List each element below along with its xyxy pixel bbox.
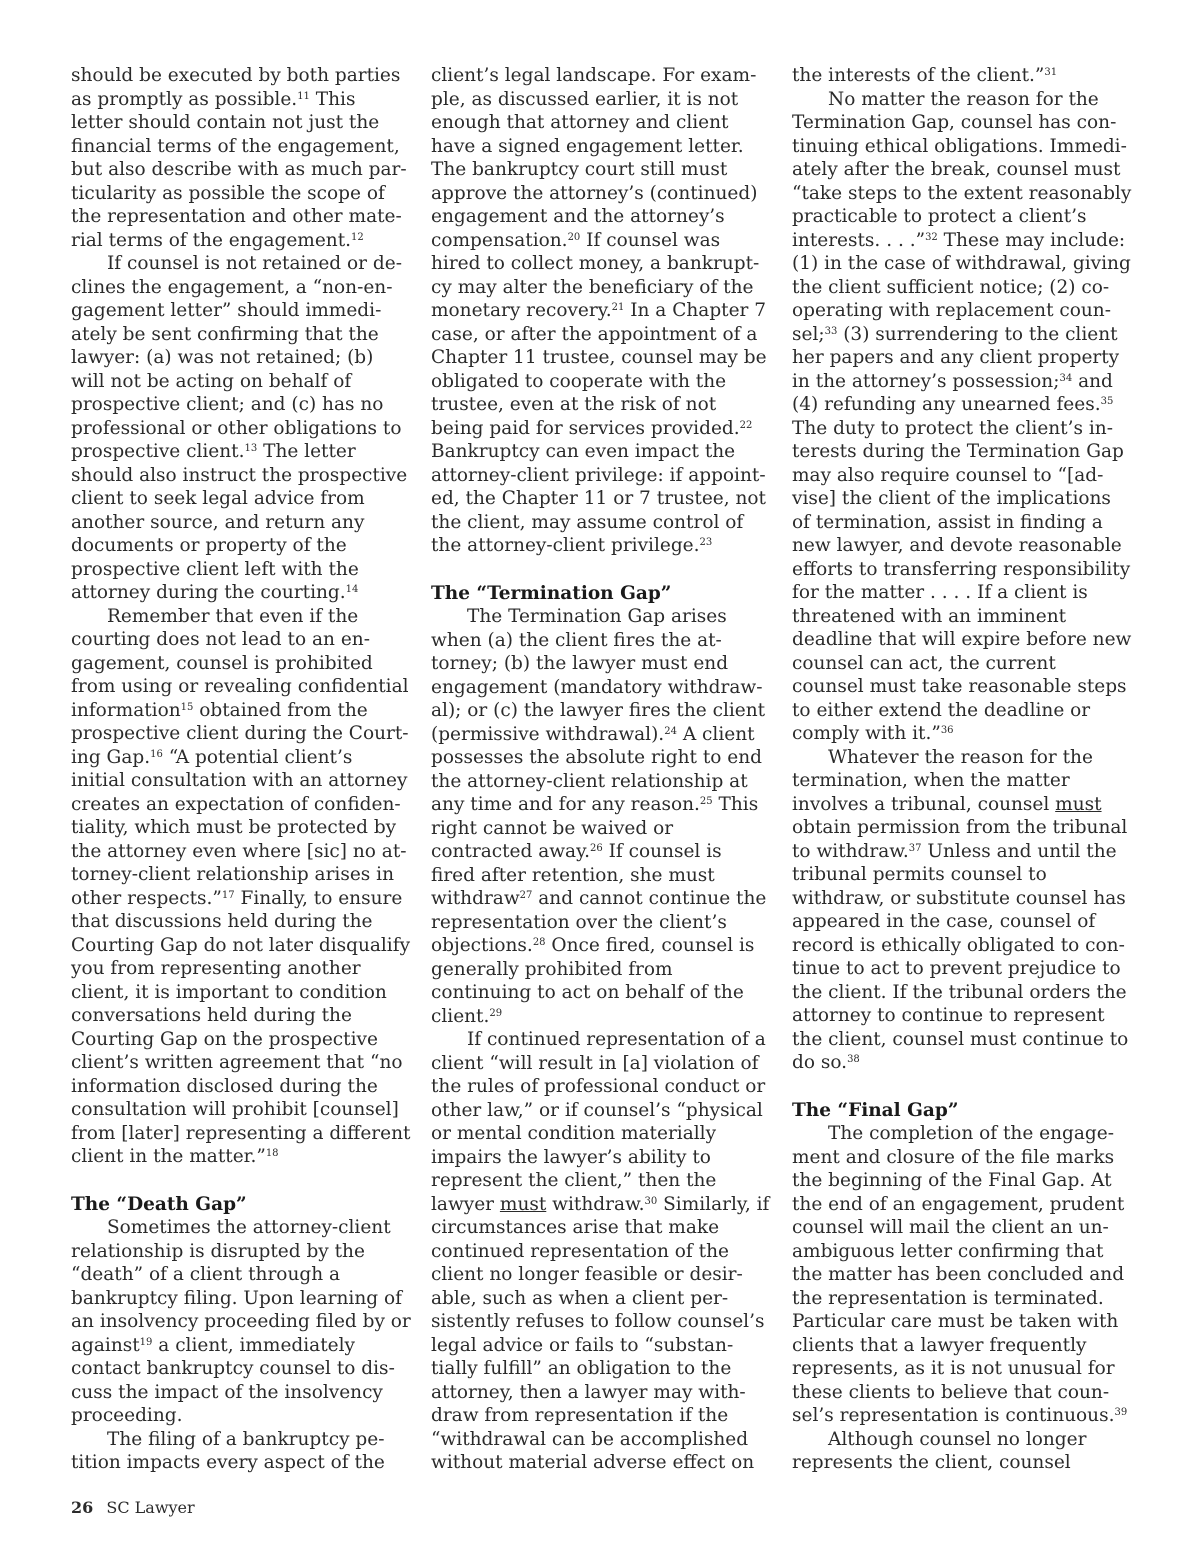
text-run: The completion of the engagement and closure of the file marks the beginning of the Final Gap. At the end of an engagement, prudent counsel will mail the client an unambiguous letter confirming that the matter has been concluded and the representation is terminated. Particular care must be taken with clients that a lawyer frequently represents, as it is not unusual for these clients to believe that counsel’s representation is continuous. xyxy=(792,1123,1125,1426)
footnote-ref: 17 xyxy=(221,889,235,901)
paragraph xyxy=(71,605,411,1169)
footnote-ref: 13 xyxy=(244,443,258,454)
text-run: Remember that even if the courting does not lead to an engagement, counsel is prohibited from using or revealing confidential information xyxy=(71,605,409,721)
section-heading: The “Death Gap” xyxy=(71,1193,247,1215)
footnote-ref: 25 xyxy=(699,796,713,807)
text-run: If counsel was hired to collect money, a bankruptcy may alter the beneficiary of the monetary recovery. xyxy=(431,229,760,321)
text-run: In a Chapter 7 case, or after the appointment of a Chapter 11 trustee, counsel may be obligated to cooperate with the trustee, even at the risk of not being paid for services provided. xyxy=(431,300,767,439)
text-run: Once fired, counsel is generally prohibited from continuing to act on behalf of the client. xyxy=(431,935,755,1027)
paragraph xyxy=(431,64,771,558)
text-run: Similarly, if circumstances arise that make continued representation of the client no longer feasible or desirable, such as when a client persistently refuses to follow counsel’s legal advice or fails to “substantially fulfill” an obligation to the attorney, then a lawyer may withdraw from representation if the “withdrawal can be accomplished without material adverse effect on xyxy=(431,1193,770,1473)
footnote-ref: 19 xyxy=(139,1336,153,1348)
text-run: These may include: (1) in the case of withdrawal, giving the client sufficient notice; (2) cooperating with replacement counsel; xyxy=(792,229,1131,345)
text-run: client’s legal landscape. For example, as discussed earlier, it is not enough that attorney and client have a signed engagement letter. The bankruptcy court still must approve the attorney’s (continued) engagement and the attorney’s compensation. xyxy=(431,65,758,251)
footnote-ref: 37 xyxy=(908,842,922,854)
footnote-ref: 28 xyxy=(532,937,546,948)
emphasized-text: must xyxy=(499,1193,547,1215)
paragraph xyxy=(71,64,411,252)
text-run: Unless and until the tribunal permits counsel to withdraw, or substitute counsel has appeared in the case, counsel of record is ethically obligated to continue to act to prevent prejudice to the client. If the tribunal orders the attorney to continue to represent the client, counsel must continue to do so. xyxy=(792,840,1129,1073)
paragraph xyxy=(792,64,1132,88)
paragraph xyxy=(71,252,411,605)
text-run: obtained from the prospective client during the Courting Gap. xyxy=(71,699,409,768)
footnote-ref: 38 xyxy=(847,1054,860,1065)
footnote-ref: 16 xyxy=(150,748,163,760)
footnote-ref: 36 xyxy=(940,725,954,736)
footnote-ref: 39 xyxy=(1114,1407,1128,1418)
section-heading: The “Termination Gap” xyxy=(431,582,672,604)
text-run: If counsel is not retained or declines the engagement, a “non-engagement letter” should immediately be sent confirming that the lawyer: (a) was not retained; (b) will not be acting on behalf of prospective client; and (c) has no professional or other obligations to prospective client. xyxy=(71,253,402,462)
emphasized-text: must xyxy=(1055,793,1102,815)
footnote-ref: 14 xyxy=(345,584,359,595)
footnote-ref: 33 xyxy=(824,325,838,337)
text-run: “A potential client’s initial consultation with an attorney creates an expectation of confidentiality, which must be protected by the attorney even where [sic] no attorney-client relationship arises in other respects.” xyxy=(71,746,408,909)
footnote-ref: 26 xyxy=(589,843,603,854)
text-run: The Termination Gap arises when (a) the client fires the attorney; (b) the lawyer must end engagement (mandatory withdrawal); or (c) the lawyer fires the client (permissive withdrawal). xyxy=(431,606,766,745)
page-footer xyxy=(71,1498,195,1517)
paragraph xyxy=(792,746,1132,1075)
text-run: A client possesses the absolute right to end the attorney-client relationship at any time and for any reason. xyxy=(431,723,762,815)
text-run: and cannot continue the representation over the client’s objections. xyxy=(431,888,767,956)
footnote-ref: 11 xyxy=(297,90,310,102)
text-run: Finally, to ensure that discussions held during the Courting Gap do not later disqualify you from representing another client, it is important to condition conversations held during the Courting Gap on the prospective client’s written agreement that “no information disclosed during the consultation will prohibit [counsel] from [later] representing a different client in the matter.” xyxy=(71,887,411,1167)
footnote-ref: 20 xyxy=(567,231,581,243)
column-3 xyxy=(792,64,1132,1475)
footnote-ref: 21 xyxy=(611,302,625,313)
column-2 xyxy=(431,64,771,1475)
paragraph xyxy=(431,1028,771,1475)
paragraph xyxy=(71,1428,411,1475)
text-run: The filing of a bankruptcy petition impacts every aspect of the xyxy=(71,1428,385,1473)
text-run: obtain permission from the tribunal to withdraw. xyxy=(792,817,1128,862)
text-run: If counsel is fired after retention, she must withdraw xyxy=(431,841,722,909)
paragraph xyxy=(792,1428,1132,1475)
section-heading: The “Final Gap” xyxy=(792,1099,959,1121)
paragraph xyxy=(792,88,1132,746)
text-run: This letter should contain not just the financial terms of the engagement, but also describe with as much particularity as possible the scope of the representation and other material terms of the engagement. xyxy=(71,88,407,251)
text-run: Whatever the reason for the termination, when the matter involves a tribunal, counsel xyxy=(792,746,1093,815)
text-run: and (4) refunding any unearned fees. xyxy=(792,370,1113,415)
text-run: Although counsel no longer represents the client, counsel xyxy=(792,1428,1087,1473)
text-run: If continued representation of a client “will result in [a] violation of the rules of professional conduct or other law,” or if counsel’s “physical or mental condition materially impairs the lawyer’s ability to represent the client,” then the lawyer xyxy=(431,1029,766,1215)
text-run: The duty to protect the client’s interests during the Termination Gap may also require counsel to “[advise] the client of the implications of termination, assist in finding a new lawyer, and devote reasonable efforts to transferring responsibility for the matter . . . . If a client is threatened with an imminent deadline that will expire before new counsel can act, the current counsel must take reasonable steps to either extend the deadline or comply with it.” xyxy=(792,417,1132,744)
footnote-ref: 15 xyxy=(180,701,194,713)
footnote-ref: 35 xyxy=(1100,396,1114,407)
footnote-ref: 30 xyxy=(644,1195,658,1207)
text-run: Bankruptcy can even impact the attorney-client privilege: if appointed, the Chapter 11 or 7 trustee, not the client, may assume control of the attorney-client privilege. xyxy=(431,441,766,556)
text-run: This right cannot be waived or contracted away. xyxy=(431,794,759,862)
text-run: the interests of the client.” xyxy=(792,65,1045,86)
page-number: 26 xyxy=(71,1498,94,1517)
footnote-ref: 31 xyxy=(1044,67,1058,78)
footnote-ref: 22 xyxy=(739,419,753,431)
footnote-ref: 34 xyxy=(1059,372,1073,384)
text-run: Sometimes the attorney-client relationship is disrupted by the “death” of a client through a bankruptcy filing. Upon learning of an insolvency proceeding filed by or against xyxy=(71,1217,411,1356)
footnote-ref: 12 xyxy=(351,231,364,243)
footnote-ref: 24 xyxy=(664,725,677,737)
text-run: should be executed by both parties as promptly as possible. xyxy=(71,65,401,110)
text-run: a client, immediately contact bankruptcy counsel to discuss the impact of the insolvency proceeding. xyxy=(71,1334,395,1426)
publication-name: SC Lawyer xyxy=(106,1498,195,1517)
paragraph xyxy=(431,605,771,1028)
footnote-ref: 29 xyxy=(489,1007,503,1019)
text-run: withdraw. xyxy=(546,1193,645,1215)
column-1 xyxy=(71,64,411,1475)
text-run: (3) surrendering to the client her papers and any client property in the attorney’s possession; xyxy=(792,323,1120,392)
paragraph xyxy=(792,1122,1132,1428)
footnote-ref: 32 xyxy=(925,231,938,243)
footnote-ref: 18 xyxy=(265,1148,279,1159)
footnote-ref: 27 xyxy=(519,890,533,901)
text-run: The letter should also instruct the prospective client to seek legal advice from another source, and return any documents or property of the prospective client left with the attorney during the courting. xyxy=(71,441,408,603)
footnote-ref: 23 xyxy=(699,537,713,548)
paragraph xyxy=(71,1216,411,1428)
text-run: No matter the reason for the Termination Gap, counsel has continuing ethical obligations. Immediately after the break, counsel must “take steps to the extent reasonably practicable to protect a client’s interests. . . .” xyxy=(792,88,1132,251)
